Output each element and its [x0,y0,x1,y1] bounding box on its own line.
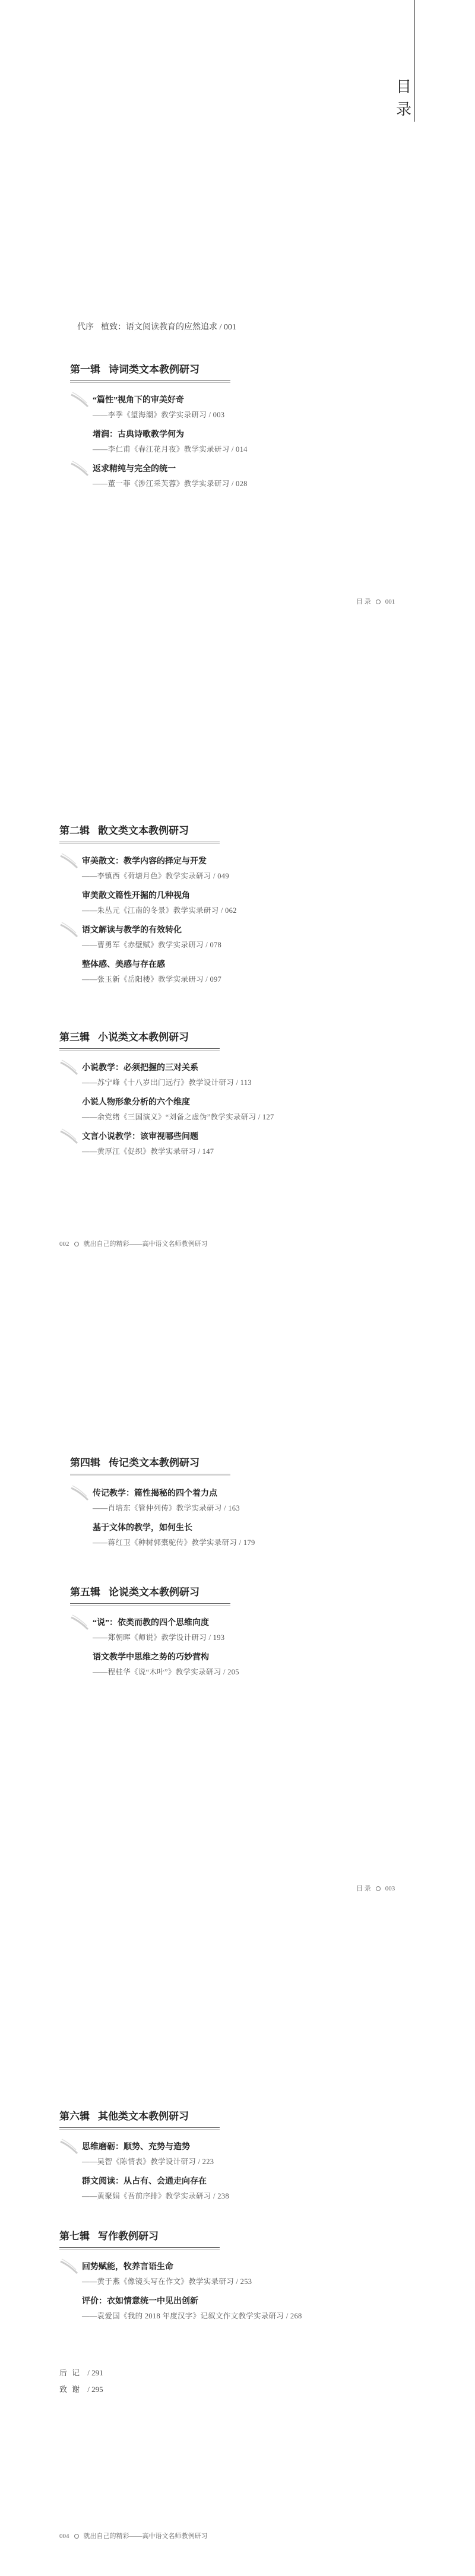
entry-page: / 205 [223,1668,239,1676]
toc-entry[interactable] [82,2295,302,2321]
toc-entry[interactable] [93,1521,255,1547]
entry-subtitle: ——黄聚娟《吾前序排》教学实录研习 / 238 [82,2192,229,2200]
entry-subtitle: ——吴智《陈情表》教学设计研习 / 223 [82,2158,214,2166]
toc-entry[interactable] [82,1061,274,1087]
footer-page-number: 001 [385,598,395,605]
entry-page: / 078 [205,941,222,949]
entry-title: 返求精纯与完全的统一 [93,465,176,474]
entry-title: “篇性”视角下的审美好奇 [93,396,184,405]
footer-dot-icon [376,1886,381,1891]
entry-title: 整体感、美感与存在感 [82,960,165,969]
section-rule-thin [70,1605,230,1606]
entry-title: 审美散文：教学内容的择定与开发 [82,857,207,866]
section-rule [59,2127,220,2128]
entry-title: 文言小说教学：该审视哪些问题 [82,1132,198,1141]
entry-subtitle: ——苏宁峰《十八岁出门远行》教学设计研习 / 113 [82,1078,252,1087]
section-title: 小说类文本教例研习 [98,1032,189,1043]
entry-title: 审美散文篇性开掘的几种视角 [82,892,190,900]
toc-entry[interactable] [93,1487,255,1513]
brush-stroke-icon [70,1484,89,1502]
section-number: 第六辑 [59,2111,90,2122]
page-footer [59,2531,208,2540]
brush-stroke-icon [59,1059,78,1077]
toc-entry[interactable] [82,924,237,950]
toc-entry[interactable] [82,2260,302,2286]
section-heading [70,1454,255,1469]
entry-page: / 049 [213,872,229,880]
footer-book-title: 就出自己的精彩——高中语文名师教例研习 [83,2533,208,2540]
brush-stroke-icon [70,1614,89,1632]
toc-entry[interactable] [82,958,237,984]
entry-page: / 268 [286,2312,302,2320]
toc-entry[interactable] [93,462,248,488]
entry-page: / 163 [224,1504,240,1512]
section-heading [59,2108,229,2123]
page-footer [356,1883,395,1893]
toc-title-char-1: 目 [395,78,411,96]
footer-page-number: 002 [59,1241,69,1248]
entry-subtitle: ——袁爱国《我的 2018 年度汉字》记叙文作文教学实录研习 / 268 [82,2312,302,2320]
toc-entry[interactable] [82,1096,274,1122]
entry-subtitle: ——李季《望海潮》教学实录研习 / 003 [93,411,225,419]
acknowledgements-label: 致谢 [59,2385,85,2394]
entry-page: / 097 [205,975,222,984]
section-rule [59,1048,220,1049]
entry-subtitle: ——曹勇军《赤壁赋》教学实录研习 / 078 [82,941,222,949]
toc-entry[interactable] [93,1651,239,1677]
entry-page: / 193 [208,1633,225,1642]
toc-page-4 [0,1932,475,2576]
section-rule-thin [59,1050,220,1051]
entry-title: 群文阅读：从占有、会通走向存在 [82,2177,207,2186]
toc-entry[interactable] [82,889,237,915]
brush-stroke-icon [59,852,78,870]
entry-title: 语文教学中思维之势的巧妙营构 [93,1653,209,1662]
toc-page-3 [0,1288,475,1932]
entry-page: / 127 [258,1113,274,1121]
section-rule [59,2247,220,2248]
section-4 [70,1454,255,1547]
section-heading [59,822,237,837]
entry-title: 回势赋能，牧养言语生命 [82,2263,173,2272]
section-heading [59,2228,302,2242]
entry-subtitle: ——董一菲《涉江采芙蓉》教学实录研习 / 028 [93,480,248,488]
entry-subtitle: ——朱丛元《江南的冬景》教学实录研习 / 062 [82,906,237,915]
preface-entry[interactable] [77,321,236,332]
toc-page-2 [0,644,475,1288]
section-rule-thin [70,382,230,383]
section-number: 第一辑 [70,364,100,375]
entry-page: / 113 [236,1078,252,1087]
brush-stroke-icon [70,460,89,478]
afterword-label: 后记 [59,2368,85,2377]
brush-stroke-icon [59,1128,78,1146]
entry-title: 小说教学：必须把握的三对关系 [82,1064,198,1073]
entry-title: 传记教学：篇性揭秘的四个着力点 [93,1489,217,1498]
entry-subtitle: ——黄于燕《像镜头写在作文》教学实录研习 / 253 [82,2277,252,2286]
toc-page-1 [0,0,475,644]
acknowledgements-page: / 295 [87,2385,103,2394]
section-title: 论说类文本教例研习 [109,1587,200,1598]
toc-entry[interactable] [93,1616,239,1642]
entry-title: 评价：衣如情意统一中见出创新 [82,2297,198,2306]
toc-entry[interactable] [82,2140,229,2166]
section-5 [70,1584,239,1677]
entry-subtitle: ——余党绪《三国演义》“刘备之虚伪”教学实录研习 / 127 [82,1113,274,1121]
section-1 [70,361,248,488]
footer-dot-icon [376,599,381,604]
footer-book-title: 就出自己的精彩——高中语文名师教例研习 [83,1241,208,1248]
footer-dot-icon [74,2534,79,2539]
section-rule-thin [59,2129,220,2130]
acknowledgements-entry[interactable] [59,2383,103,2394]
entry-subtitle: ——蒋红卫《种树郭橐驼传》教学实录研习 / 179 [93,1538,255,1547]
section-number: 第四辑 [70,1457,100,1468]
section-number: 第五辑 [70,1587,100,1598]
footer-page-number: 003 [385,1885,395,1892]
toc-entry[interactable] [93,428,248,454]
entry-page: / 253 [236,2277,252,2286]
page-footer [356,597,395,606]
entry-page: / 238 [213,2192,229,2200]
footer-label: 目 录 [356,1885,371,1892]
entry-subtitle: ——李仁甫《春江花月夜》教学实录研习 / 014 [93,445,248,453]
entry-subtitle: ——黄厚江《促织》教学实录研习 / 147 [82,1147,214,1156]
footer-label: 目 录 [356,598,371,605]
entry-subtitle: ——郑朝晖《师说》教学设计研习 / 193 [93,1633,225,1642]
entry-subtitle: ——肖培东《管仲列传》教学实录研习 / 163 [93,1504,240,1512]
section-heading [70,1584,239,1598]
section-title: 其他类文本教例研习 [98,2111,189,2122]
section-6 [59,2108,229,2201]
section-7 [59,2228,302,2321]
section-number: 第三辑 [59,1032,90,1043]
section-2 [59,822,237,984]
footer-dot-icon [74,1242,79,1246]
entry-page: / 223 [198,2158,214,2166]
entry-page: / 003 [208,411,225,419]
entry-title: “说”：依类而教的四个思维向度 [93,1619,209,1628]
entry-page: / 014 [231,445,248,453]
afterword-page: / 291 [87,2368,103,2377]
section-number: 第七辑 [59,2231,90,2242]
entry-subtitle: ——张玉新《岳阳楼》教学实录研习 / 097 [82,975,222,984]
brush-stroke-icon [59,2258,78,2276]
entry-subtitle: ——李镇西《荷塘月色》教学实录研习 / 049 [82,872,229,880]
toc-entry[interactable] [82,1130,274,1156]
section-title: 写作教例研习 [98,2231,159,2242]
toc-title-char-2: 录 [395,101,411,118]
entry-title: 基于文体的教学，如何生长 [93,1524,192,1533]
toc-entry[interactable] [93,394,248,420]
preface-label: 代序 [77,323,94,332]
footer-page-number: 004 [59,2533,69,2540]
entry-subtitle: ——程桂华《说“木叶”》教学实录研习 / 205 [93,1668,239,1676]
entry-page: / 147 [198,1147,214,1156]
section-rule-thin [59,843,220,844]
preface-page: / 001 [219,323,236,332]
section-rule-thin [59,2249,220,2250]
section-title: 诗词类文本教例研习 [109,364,200,375]
entry-title: 思维磨砺：顺势、充势与造势 [82,2143,190,2152]
entry-page: / 179 [239,1538,255,1547]
brush-stroke-icon [59,2138,78,2156]
section-title: 散文类文本教例研习 [98,825,189,836]
toc-title [392,76,416,121]
entry-page: / 028 [231,480,248,488]
section-heading [59,1029,274,1043]
toc-entry[interactable] [82,2175,229,2201]
brush-stroke-icon [70,391,89,409]
section-heading [70,361,248,376]
entry-title: 增润：古典诗歌教学何为 [93,430,184,439]
toc-entry[interactable] [82,855,237,881]
entry-title: 语文解读与教学的有效转化 [82,926,182,935]
preface-title: 植致：语文阅读教育的应然追求 [101,323,217,332]
entry-page: / 062 [220,906,237,915]
section-number: 第二辑 [59,825,90,836]
page-footer [59,1239,208,1248]
afterword-entry[interactable] [59,2366,103,2378]
brush-stroke-icon [59,921,78,939]
section-3 [59,1029,274,1156]
entry-title: 小说人物形象分析的六个维度 [82,1098,190,1107]
section-title: 传记类文本教例研习 [109,1457,200,1468]
section-rule [70,380,230,381]
section-rule [70,1603,230,1604]
